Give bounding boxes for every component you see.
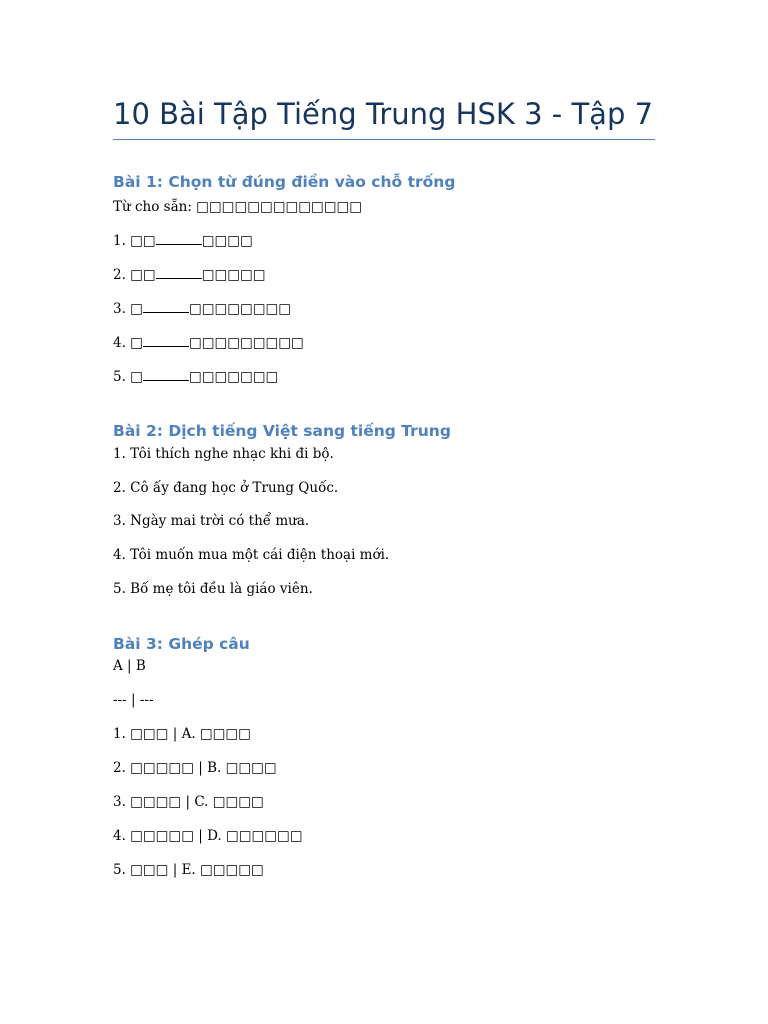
fill-blank-prefix: 5. □ [113, 369, 143, 385]
blank-line [143, 299, 189, 313]
matching-item: 3. □□□□ | C. □□□□ [113, 794, 264, 810]
translation-item: 3. Ngày mai trời có thể mưa. [113, 513, 310, 529]
blank-line [156, 231, 202, 245]
fill-blank-suffix: □□□□□ [201, 267, 266, 283]
translation-item: 1. Tôi thích nghe nhạc khi đi bộ. [113, 446, 334, 462]
title-divider [113, 139, 655, 140]
fill-blank-prefix: 2. □□ [113, 267, 156, 283]
blank-line [156, 265, 202, 279]
fill-blank-item [113, 367, 278, 386]
matching-item: 2. □□□□□ | B. □□□□ [113, 760, 277, 776]
fill-blank-item [113, 333, 304, 352]
exercise-3-heading: Bài 3: Ghép câu [113, 635, 250, 653]
exercise-1-heading: Bài 1: Chọn từ đúng điền vào chỗ trống [113, 173, 456, 191]
document-title: 10 Bài Tập Tiếng Trung HSK 3 - Tập 7 [113, 97, 654, 131]
fill-blank-suffix: □□□□□□□ [188, 369, 279, 385]
translation-item: 2. Cô ấy đang học ở Trung Quốc. [113, 480, 339, 496]
matching-item: 4. □□□□□ | D. □□□□□□ [113, 828, 303, 844]
fill-blank-prefix: 1. □□ [113, 233, 156, 249]
fill-blank-suffix: □□□□ [201, 233, 253, 249]
matching-item: 1. □□□ | A. □□□□ [113, 726, 251, 742]
matching-separator-row: --- | --- [113, 692, 154, 708]
blank-line [143, 333, 189, 347]
matching-header-row: A | B [113, 658, 146, 674]
fill-blank-item [113, 231, 253, 250]
fill-blank-suffix: □□□□□□□□ [188, 301, 291, 317]
fill-blank-item [113, 265, 265, 284]
translation-item: 4. Tôi muốn mua một cái điện thoại mới. [113, 547, 390, 563]
fill-blank-prefix: 3. □ [113, 301, 143, 317]
fill-blank-prefix: 4. □ [113, 335, 143, 351]
fill-blank-suffix: □□□□□□□□□ [188, 335, 304, 351]
matching-item: 5. □□□ | E. □□□□□ [113, 862, 264, 878]
translation-item: 5. Bố mẹ tôi đều là giáo viên. [113, 581, 313, 597]
fill-blank-item [113, 299, 291, 318]
exercise-2-heading: Bài 2: Dịch tiếng Việt sang tiếng Trung [113, 422, 451, 440]
word-bank: Từ cho sẵn: □□□□□□□□□□□□□ [113, 199, 362, 215]
blank-line [143, 367, 189, 381]
